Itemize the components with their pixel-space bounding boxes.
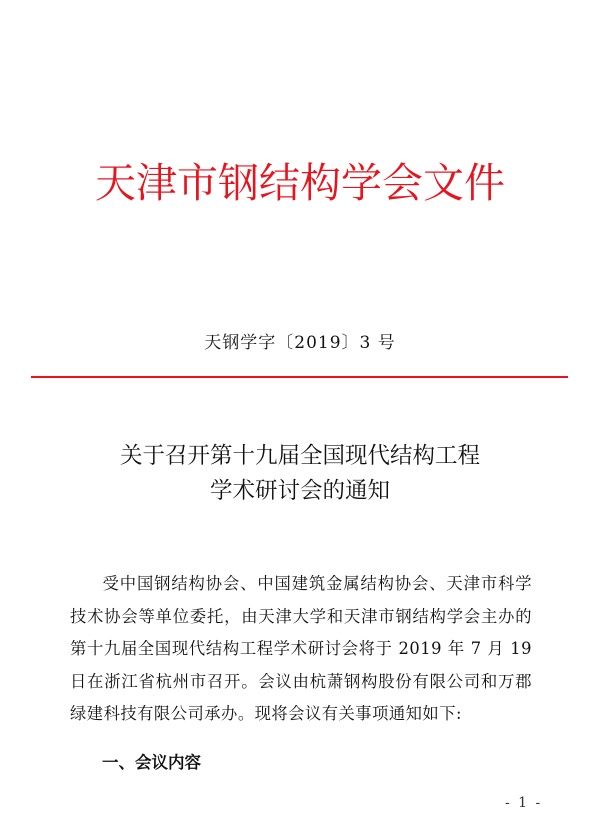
document-number: 天钢学字〔2019〕3 号 (204, 333, 396, 353)
section-heading-meeting-content: 一、会议内容 (102, 753, 201, 772)
notice-title-line-2: 学术研讨会的通知 (209, 478, 390, 504)
red-divider-line (31, 376, 568, 378)
notice-title (0, 439, 600, 509)
document-header-title: 天津市钢结构学会文件 (95, 159, 505, 207)
notice-body-paragraph: 受中国钢结构协会、中国建筑金属结构协会、天津市科学技术协会等单位委托，由天津大学和天津市钢结构学会主办的第十九届全国现代结构工程学术研讨会将于 2019 年 7 月 19 日在浙江省杭州市召开。会议由杭萧钢构股份有限公司和万郡绿建科技有限公司承办。现将会议有关事项通知如下: (70, 574, 532, 723)
notice-title-line-1: 关于召开第十九届全国现代结构工程 (119, 443, 480, 469)
page-number: - 1 - (505, 795, 543, 811)
